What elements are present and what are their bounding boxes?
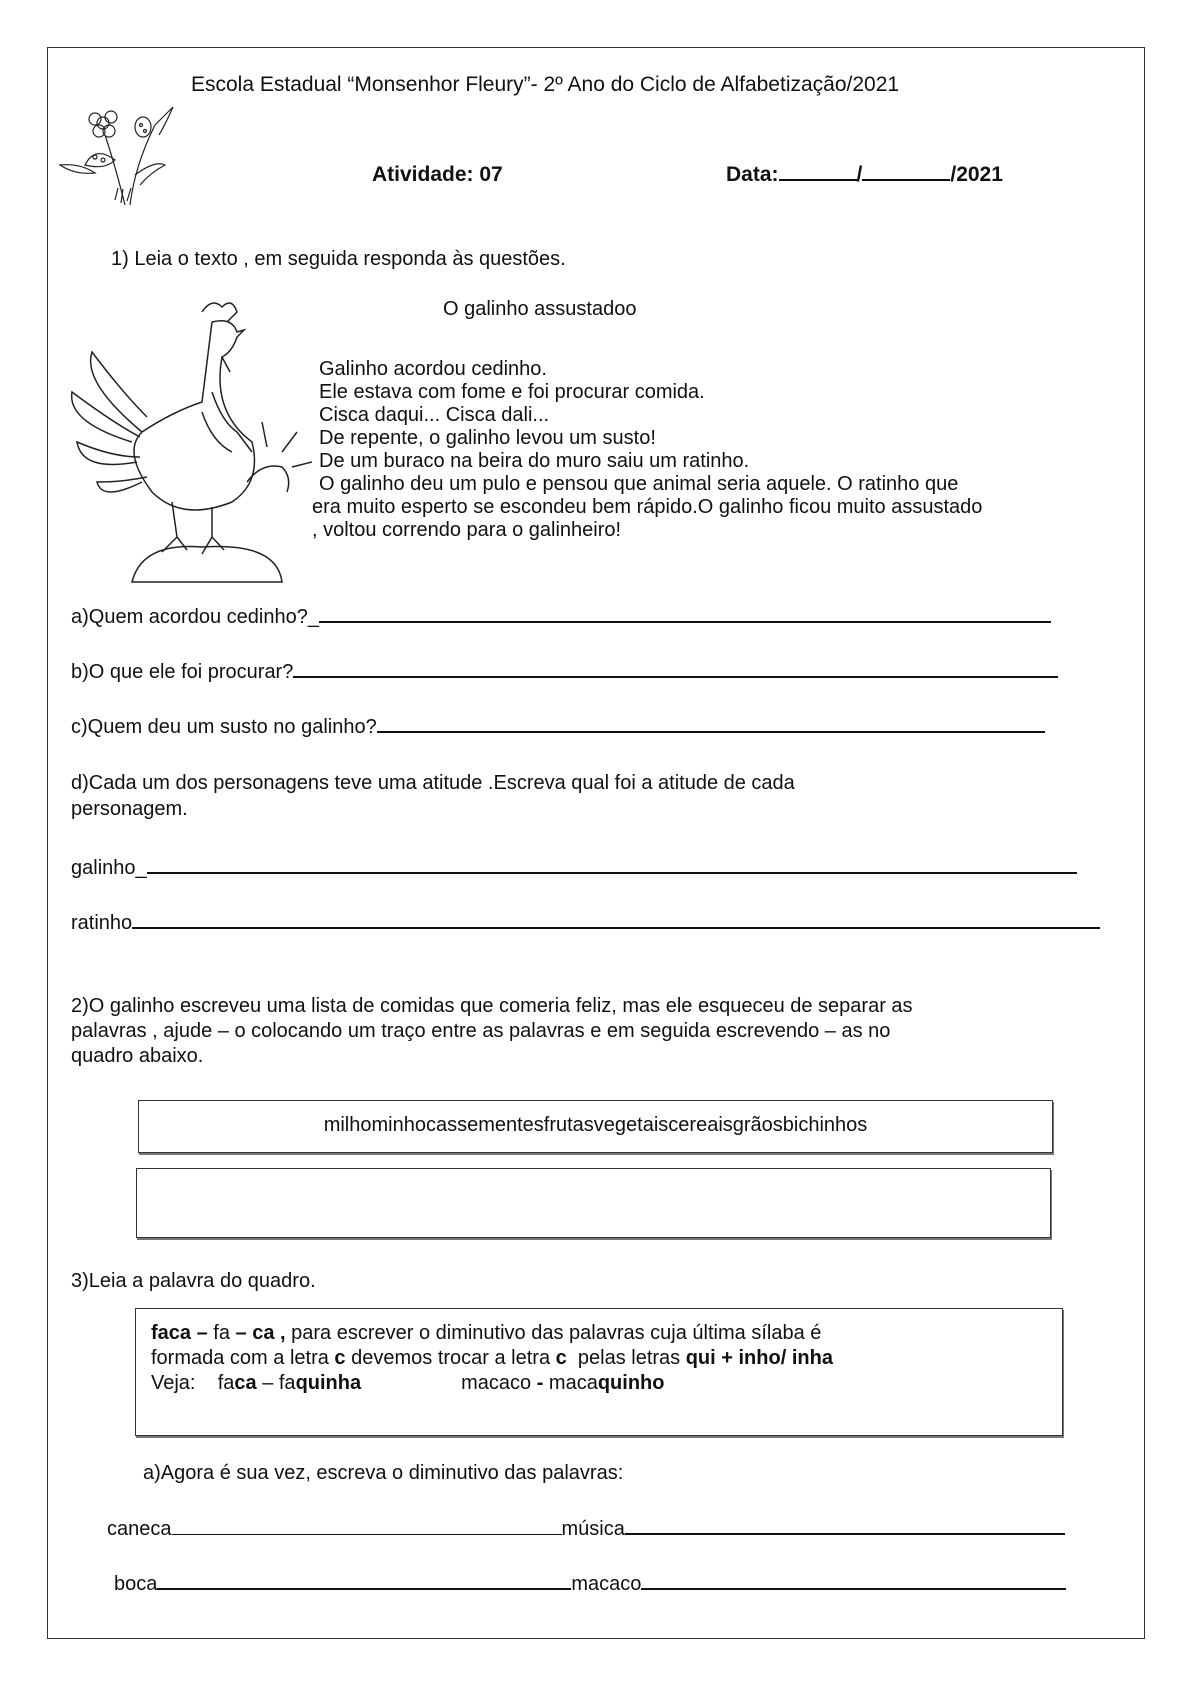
question-c (71, 716, 1045, 739)
story-text (312, 358, 983, 542)
galinho-label: galinho_ (71, 857, 147, 879)
word-musica: música (561, 1518, 625, 1540)
q2-line1: 2)O galinho escreveu uma lista de comidas que comeria feliz, mas ele esqueceu de separar as (71, 995, 913, 1017)
answer-ratinho (71, 912, 1100, 935)
story-line: , voltou correndo para o galinheiro! (312, 519, 622, 541)
q2-instruction (71, 994, 913, 1069)
word-macaco: macaco (571, 1573, 642, 1595)
date-label: Data: (726, 163, 779, 186)
word-boca: boca (114, 1573, 158, 1595)
q1-instruction: 1) Leia o texto , em seguida responda às questões. (111, 248, 566, 270)
question-a-label: a)Quem acordou cedinho?_ (71, 606, 319, 628)
date-month-blank[interactable] (862, 178, 950, 181)
story-line: Galinho acordou cedinho. (319, 358, 547, 380)
ratinho-label: ratinho (71, 912, 133, 934)
q2-line3: quadro abaixo. (71, 1045, 204, 1067)
date-separator: / (856, 163, 863, 186)
question-b-label: b)O que ele foi procurar? (71, 661, 294, 683)
question-b (71, 661, 1058, 684)
boca-answer-line[interactable] (157, 1587, 571, 1590)
macaco-answer-line[interactable] (641, 1587, 1066, 1590)
q2-line2: palavras , ajude – o colocando um traço entre as palavras e em seguida escrevendo – as no (71, 1020, 891, 1042)
word-caneca: caneca (107, 1518, 172, 1540)
separated-words-answer-box[interactable] (136, 1168, 1051, 1238)
question-a (71, 606, 1051, 629)
word-row-1 (107, 1518, 1065, 1541)
story-line: Cisca daqui... Cisca dali... (319, 404, 550, 426)
caneca-answer-line[interactable] (172, 1533, 562, 1535)
date-day-blank[interactable] (779, 178, 857, 181)
question-c-label: c)Quem deu um susto no galinho? (71, 716, 377, 738)
activity-number: Atividade: 07 (372, 163, 503, 186)
answer-a-line[interactable] (319, 620, 1051, 623)
answer-c-line[interactable] (377, 730, 1045, 733)
question-d-line1: d)Cada um dos personagens teve uma atitude .Escreva qual foi a atitude de cada (71, 772, 795, 794)
story-title: O galinho assustadoo (443, 298, 637, 320)
story-line: De repente, o galinho levou um susto! (319, 427, 656, 449)
story-line: Ele estava com fome e foi procurar comida. (319, 381, 705, 403)
q3-sub-a: a)Agora é sua vez, escreva o diminutivo das palavras: (143, 1462, 624, 1484)
school-header: Escola Estadual “Monsenhor Fleury”- 2º Ano do Ciclo de Alfabetização/2021 (191, 73, 900, 96)
rule-text: faca – fa – ca , para escrever o diminutivo das palavras cuja última sílaba é formada com a letra c devemos trocar a letra c pelas letras qui + inho/ inha Veja: faca – faquinha macaco - macaquinho (151, 1322, 833, 1394)
word-row-2 (114, 1573, 1066, 1596)
answer-b-line[interactable] (293, 675, 1058, 678)
galinho-answer-line[interactable] (147, 871, 1077, 874)
ratinho-answer-line[interactable] (132, 926, 1100, 929)
story-line: De um buraco na beira do muro saiu um ratinho. (319, 450, 750, 472)
question-d-line2: personagem. (71, 798, 188, 820)
musica-answer-line[interactable] (625, 1532, 1065, 1535)
story-line: era muito esperto se escondeu bem rápido.O galinho ficou muito assustado (312, 496, 983, 518)
joined-words: milhominhocassementesfrutasvegetaiscereaisgrãosbichinhos (323, 1114, 868, 1136)
rooster-illustration (62, 292, 312, 592)
answer-galinho (71, 857, 1077, 880)
q3-instruction: 3)Leia a palavra do quadro. (71, 1270, 316, 1292)
flower-ladybug-illustration (55, 105, 175, 210)
question-d (71, 770, 795, 822)
date-field (726, 163, 1003, 187)
date-year: /2021 (950, 163, 1003, 186)
story-line: O galinho deu um pulo e pensou que animal seria aquele. O ratinho que (319, 473, 959, 495)
rule-box (135, 1308, 1063, 1436)
joined-words-box (138, 1100, 1053, 1153)
